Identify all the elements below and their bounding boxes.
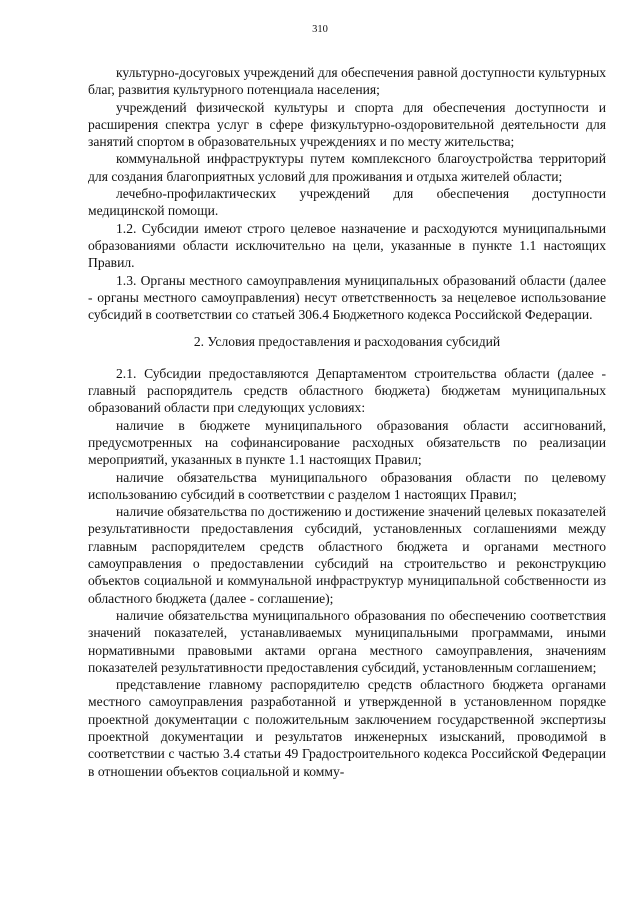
page-number: 310 bbox=[312, 24, 328, 35]
paragraph-2-1: 2.1. Субсидии предоставляются Департаментом строительства области (далее - главный распорядитель средств областного бюджета) бюджетам муниципальных образований области при следующих условиях: bbox=[88, 365, 606, 416]
paragraph-medical-institutions: лечебно-профилактических учреждений для обеспечения доступности медицинской помощи. bbox=[88, 186, 606, 219]
condition-performance-indicators: наличие обязательства по достижению и достижение значений целевых показателей результативности предоставления субсидий, установленных соглашениями между главным распорядителем средств областного бюджета и органами местного самоуправления о предоставлении субсидий на строительство и реконструкцию объектов социальной и коммунальной инфраструктур муниципальной собственности из областного бюджета (далее - соглашение); bbox=[88, 504, 606, 606]
paragraph-communal-infrastructure: коммунальной инфраструктуры путем комплексного благоустройства территорий для создания благоприятных условий для проживания и отдыха жителей области; bbox=[88, 151, 606, 184]
condition-indicator-compliance: наличие обязательства муниципального образования по обеспечению соответствия значений показателей, устанавливаемых муниципальными программами, иными нормативными правовыми актами органа местного самоуправления, значениям показателей результативности предоставления субсидий, установленным соглашением; bbox=[88, 607, 606, 675]
condition-targeted-use: наличие обязательства муниципального образования области по целевому использованию субсидий в соответствии с разделом 1 настоящих Правил; bbox=[88, 469, 606, 502]
condition-project-documentation: представление главному распорядителю средств областного бюджета органами местного самоуправления разработанной и утвержденной в установленном порядке проектной документации с положительным заключением государственной экспертизы проектной документации и результатов инженерных изысканий, проводимой в соответствии с частью 3.4 статьи 49 Градостроительного кодекса Российской Федерации в отношении объектов социальной и комму- bbox=[88, 677, 606, 779]
paragraph-sport-institutions: учреждений физической культуры и спорта для обеспечения доступности и расширения спектра услуг в сфере физкультурно-оздоровительной деятельности для занятий спортом в образовательных учреждениях и по месту жительства; bbox=[88, 99, 606, 150]
document-body bbox=[88, 64, 606, 780]
section-2-heading: 2. Условия предоставления и расходования субсидий bbox=[193, 334, 501, 350]
condition-budget-allocations: наличие в бюджете муниципального образования области ассигнований, предусмотренных на софинансирование расходных обязательств по реализации мероприятий, указанных в пункте 1.1 настоящих Правил; bbox=[88, 417, 606, 468]
paragraph-cultural-institutions: культурно-досуговых учреждений для обеспечения равной доступности культурных благ, развития культурного потенциала населения; bbox=[88, 65, 606, 98]
paragraph-1-2: 1.2. Субсидии имеют строго целевое назначение и расходуются муниципальными образованиями области исключительно на цели, указанные в пункте 1.1 настоящих Правил. bbox=[88, 220, 606, 271]
paragraph-1-3: 1.3. Органы местного самоуправления муниципальных образований области (далее - органы местного самоуправления) несут ответственность за нецелевое использование субсидий в соответствии со статьей 306.4 Бюджетного кодекса Российской Федерации. bbox=[88, 272, 606, 323]
